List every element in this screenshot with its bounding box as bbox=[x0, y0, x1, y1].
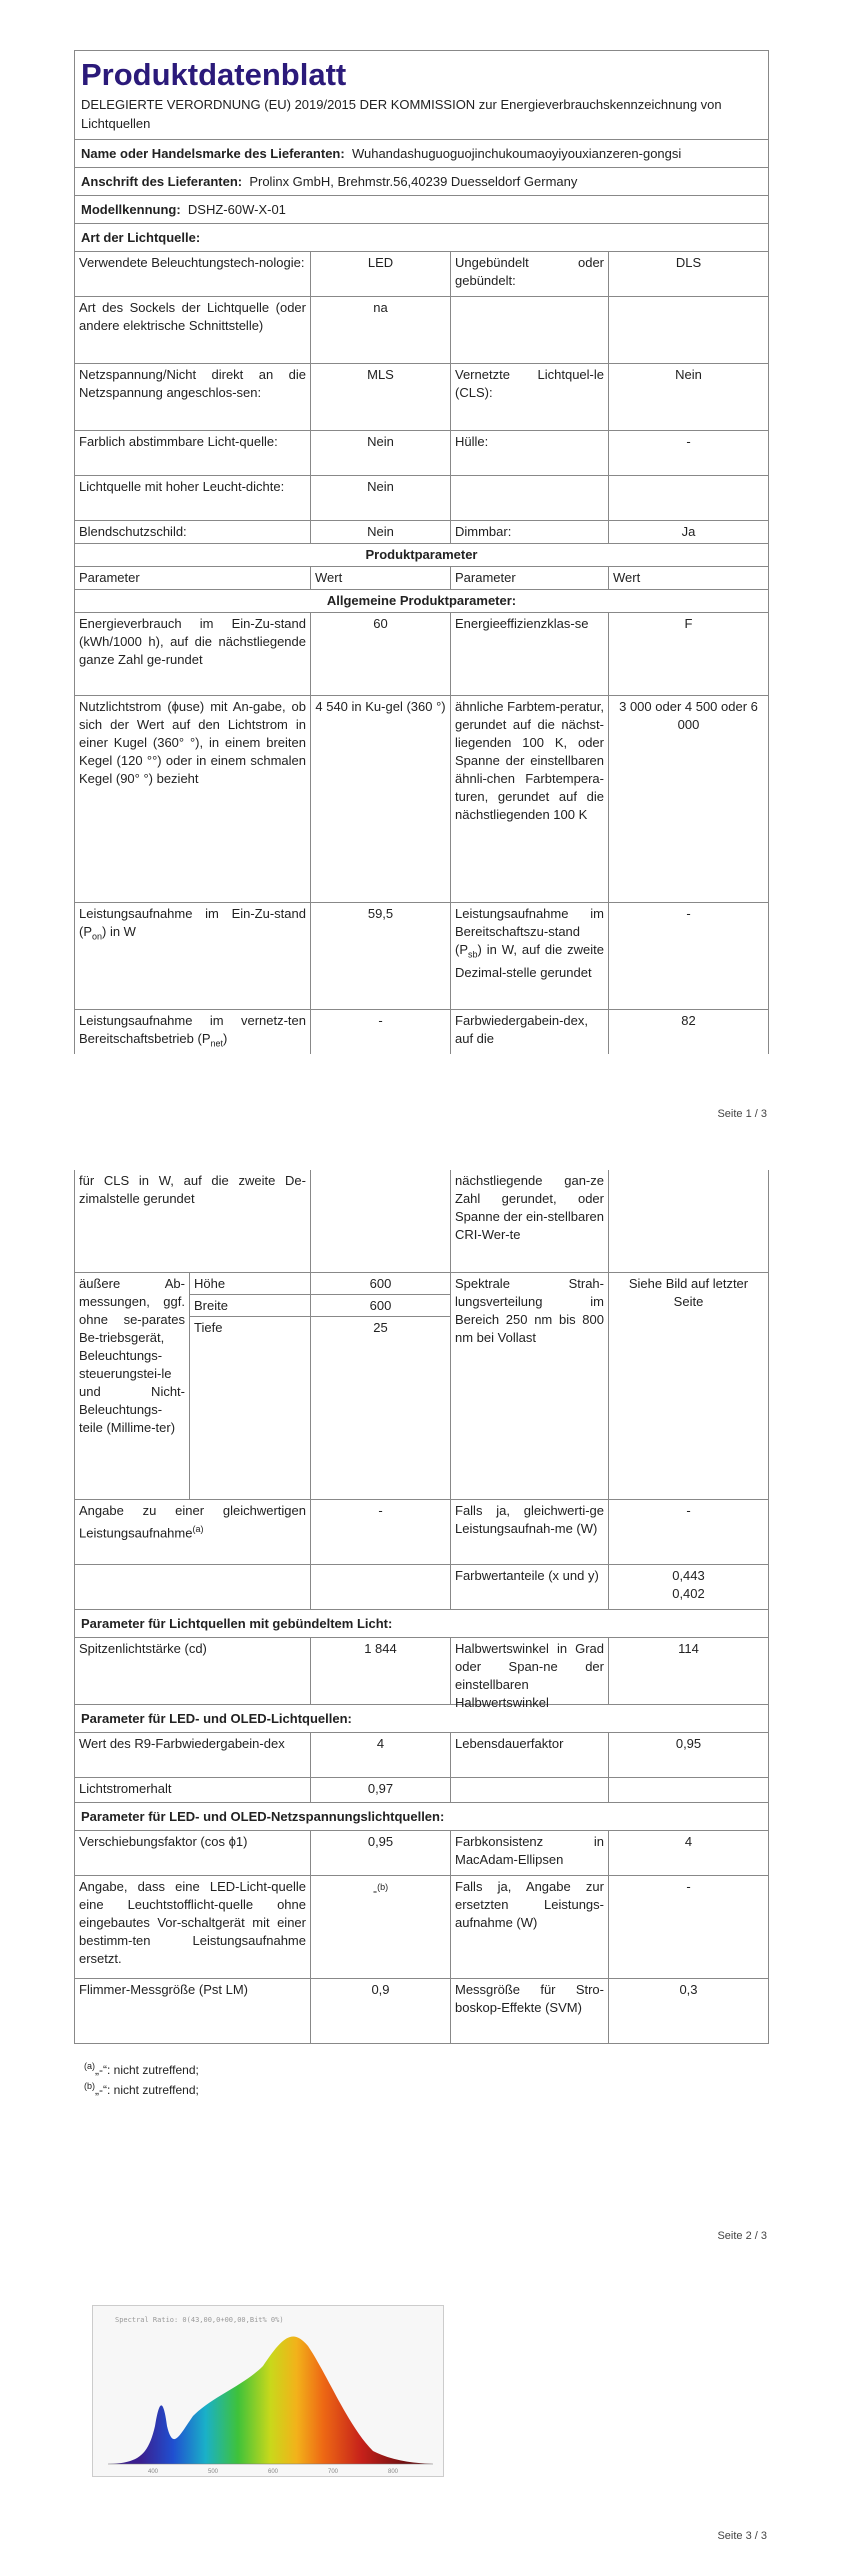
width-row bbox=[190, 1295, 310, 1317]
table-row bbox=[75, 252, 768, 297]
displacement-label: Verschiebungsfaktor (cos ϕ1) bbox=[75, 1831, 311, 1875]
height-value: 600 bbox=[311, 1273, 450, 1295]
dimensions-cell bbox=[75, 1273, 311, 1499]
model-row bbox=[75, 196, 768, 224]
dimensions-label: äußere Ab-messungen, ggf. ohne se-parates Be-triebsgerät, Beleuchtungs-steuerungstei-le und Nicht-Beleuchtungs-teile (Millime-ter) bbox=[75, 1273, 190, 1499]
row-value: DLS bbox=[675, 255, 702, 270]
row-value bbox=[609, 476, 768, 520]
row-value: Nein bbox=[311, 476, 451, 520]
page-2 bbox=[0, 1150, 841, 2260]
r9-value: 4 bbox=[311, 1733, 451, 1777]
spectral-distribution-image bbox=[92, 2305, 444, 2477]
pon-subscript: on bbox=[92, 931, 103, 942]
footnote-ref-a: (a) bbox=[192, 1524, 204, 1534]
light-type-heading: Art der Lichtquelle: bbox=[81, 230, 201, 245]
pnet-label-tail: ) bbox=[223, 1031, 228, 1046]
row-label: Art des Sockels der Lichtquelle (oder andere elektrische Schnittstelle) bbox=[75, 297, 311, 363]
general-params-heading: Allgemeine Produktparameter: bbox=[326, 593, 517, 608]
psb-label-text: Leistungsaufnahme im Bereitschaftszu-stand (P bbox=[455, 906, 604, 957]
empty-cell bbox=[609, 1170, 768, 1272]
page-1 bbox=[0, 0, 841, 1120]
row-label: Farblich abstimmbare Licht-quelle: bbox=[75, 431, 311, 475]
pon-label bbox=[75, 903, 311, 1009]
equiv-label bbox=[75, 1500, 311, 1564]
page-3 bbox=[0, 2280, 841, 2560]
x-tick-label: 700 bbox=[328, 2469, 339, 2475]
row-value bbox=[609, 297, 768, 363]
displacement-value: 0,95 bbox=[311, 1831, 451, 1875]
pnet-label bbox=[75, 1010, 311, 1054]
spectral-label: Spektrale Strah-lungsverteilung im Bereich 250 nm bis 800 nm bei Vollast bbox=[451, 1273, 609, 1499]
supplier-name-row bbox=[75, 140, 768, 168]
macadam-label: Farbkonsistenz in MacAdam-Ellipsen bbox=[451, 1831, 609, 1875]
pnet-subscript: net bbox=[210, 1038, 224, 1049]
survival-label: Lebensdauerfaktor bbox=[451, 1733, 609, 1777]
table-row bbox=[75, 476, 768, 521]
page-title: Produktdatenblatt bbox=[81, 57, 347, 92]
efficiency-label: Energieeffizienzklas-se bbox=[451, 613, 609, 695]
beam-angle-label: Halbwertswinkel in Grad oder Span-ne der einstellbaren Halbwertswinkel bbox=[451, 1638, 609, 1704]
pon-value: 59,5 bbox=[311, 903, 451, 1009]
width-label: Breite bbox=[194, 1298, 228, 1313]
row-label: Vernetzte Lichtquel-le (CLS): bbox=[451, 364, 609, 430]
datasheet-table-page-2 bbox=[74, 1170, 769, 2044]
empty-cell bbox=[311, 1170, 451, 1272]
general-params-heading-row bbox=[75, 590, 768, 613]
row-label bbox=[451, 476, 609, 520]
empty-cell bbox=[609, 1778, 768, 1802]
footnote-ref-b: (b) bbox=[377, 1882, 389, 1892]
model-value: DSHZ-60W-X-01 bbox=[187, 202, 286, 217]
page-number: Seite 2 / 3 bbox=[717, 2230, 767, 2242]
flicker-value: 0,9 bbox=[311, 1979, 451, 2043]
depth-value: 25 bbox=[373, 1320, 388, 1335]
pnet-value: - bbox=[311, 1010, 451, 1054]
table-row bbox=[75, 1831, 768, 1876]
supplier-address-value: Prolinx GmbH, Brehmstr.56,40239 Duesseldorf Germany bbox=[249, 174, 578, 189]
regulation-subtitle: DELEGIERTE VERORDNUNG (EU) 2019/2015 DER KOMMISSION zur Energieverbrauchskennzeichnung von Lichtquellen bbox=[81, 97, 722, 131]
psb-value: - bbox=[686, 906, 691, 921]
directional-heading-row bbox=[75, 1610, 768, 1638]
row-value: Nein bbox=[311, 431, 451, 475]
spectrum-caption: Spectral Ratio: 0(43,00,0+00,00,Bit% 0%) bbox=[115, 2316, 284, 2324]
r9-label: Wert des R9-Farbwiedergabein-dex bbox=[75, 1733, 311, 1777]
row-label bbox=[451, 297, 609, 363]
page-number: Seite 1 / 3 bbox=[717, 1108, 767, 1120]
spectral-value: Siehe Bild auf letzter Seite bbox=[628, 1276, 749, 1309]
psb-label-tail: ) in W, auf die zweite Dezimal-stelle gerundet bbox=[455, 942, 604, 980]
depth-label: Tiefe bbox=[194, 1320, 223, 1335]
claim-label: Angabe, dass eine LED-Licht-quelle eine Leuchtstofflicht-quelle ohne eingebautes Vor-schaltgerät mit einer bestimm-ten Leistungsaufnahme ersetzt. bbox=[75, 1876, 311, 1978]
row-value: Nein bbox=[675, 367, 702, 382]
page-number: Seite 3 / 3 bbox=[717, 2530, 767, 2542]
cct-label: ähnliche Farbtem-peratur, gerundet auf die nächst-liegenden 100 K, oder Spanne der einstellbaren ähnli-chen Farbtempera-turen, gerundet auf die nächstliegenden 100 K bbox=[451, 696, 609, 902]
cct-value: 3 000 oder 4 500 oder 6 000 bbox=[619, 699, 758, 732]
table-row bbox=[75, 696, 768, 903]
lumen-maintenance-label: Lichtstromerhalt bbox=[75, 1778, 311, 1802]
energy-value: 60 bbox=[311, 613, 451, 695]
table-row bbox=[75, 1979, 768, 2044]
row-label: Verwendete Beleuchtungstech-nologie: bbox=[75, 252, 311, 296]
macadam-value: 4 bbox=[684, 1834, 693, 1849]
peak-intensity-label: Spitzenlichtstärke (cd) bbox=[75, 1638, 311, 1704]
table-row bbox=[75, 364, 768, 431]
table-row bbox=[75, 431, 768, 476]
row-value: LED bbox=[311, 252, 451, 296]
table-row bbox=[75, 1638, 768, 1710]
chromaticity-y: 0,402 bbox=[672, 1586, 705, 1601]
flux-label: Nutzlichtstrom (ϕuse) mit An-gabe, ob sich der Wert auf den Lichtstrom in einer Kugel (360° °), in einem breiten Kegel (120 °°) oder in einem schmalen Kegel (90° °) bezieht bbox=[75, 696, 311, 902]
title-row bbox=[75, 51, 768, 140]
supplier-name-label: Name oder Handelsmarke des Lieferanten: bbox=[81, 146, 345, 161]
equiv-value: - bbox=[311, 1500, 451, 1564]
pon-label-tail: ) in W bbox=[102, 924, 136, 939]
survival-value: 0,95 bbox=[675, 1736, 702, 1751]
flicker-label: Flimmer-Messgröße (Pst LM) bbox=[75, 1979, 311, 2043]
peak-intensity-value: 1 844 bbox=[311, 1638, 451, 1704]
directional-heading: Parameter für Lichtquellen mit gebündeltem Licht: bbox=[81, 1616, 393, 1631]
width-value: 600 bbox=[311, 1295, 450, 1317]
light-type-heading-row bbox=[75, 224, 768, 252]
model-label: Modellkennung: bbox=[81, 202, 181, 217]
pnet-label-text: Leistungsaufnahme im vernetz-ten Bereitschaftsbetrieb (P bbox=[79, 1013, 306, 1046]
equiv-w-value: - bbox=[686, 1503, 691, 1518]
table-row bbox=[75, 1778, 768, 1803]
product-params-heading-row bbox=[75, 544, 768, 567]
x-tick-label: 500 bbox=[208, 2469, 219, 2475]
supplier-address-row bbox=[75, 168, 768, 196]
energy-label: Energieverbrauch im Ein-Zu-stand (kWh/1000 h), auf die nächstliegende ganze Zahl ge-rundet bbox=[75, 613, 311, 695]
chromaticity-label: Farbwertanteile (x und y) bbox=[451, 1565, 609, 1609]
mains-heading-row bbox=[75, 1803, 768, 1831]
table-row bbox=[75, 1500, 768, 1565]
depth-row bbox=[190, 1317, 310, 1338]
dimension-value-column bbox=[311, 1273, 451, 1499]
led-heading: Parameter für LED- und OLED-Lichtquellen: bbox=[81, 1711, 352, 1726]
column-header: Wert bbox=[311, 567, 451, 589]
column-header-row bbox=[75, 567, 768, 590]
footnote-b-text: „-“: nicht zutreffend; bbox=[95, 2083, 199, 2097]
row-value: na bbox=[311, 297, 451, 363]
datasheet-table-page-1 bbox=[74, 50, 769, 1054]
footnote-a-text: „-“: nicht zutreffend; bbox=[95, 2063, 199, 2077]
equiv-w-label: Falls ja, gleichwerti-ge Leistungsaufnah-me (W) bbox=[451, 1500, 609, 1564]
row-label: Netzspannung/Nicht direkt an die Netzspannung angeschlos-sen: bbox=[75, 364, 311, 430]
table-row bbox=[75, 521, 768, 544]
table-row bbox=[75, 1565, 768, 1610]
x-tick-label: 400 bbox=[148, 2469, 159, 2475]
supplier-address-label: Anschrift des Lieferanten: bbox=[81, 174, 243, 189]
column-header: Parameter bbox=[451, 567, 609, 589]
dimensions-values bbox=[190, 1273, 310, 1499]
chromaticity-x: 0,443 bbox=[672, 1568, 705, 1583]
height-row bbox=[190, 1273, 310, 1295]
table-row bbox=[75, 1876, 768, 1979]
flux-value: 4 540 in Ku-gel (360 °) bbox=[311, 696, 451, 902]
table-row bbox=[75, 1170, 768, 1273]
led-heading-row bbox=[75, 1705, 768, 1733]
table-row bbox=[75, 613, 768, 696]
dimensions-row bbox=[75, 1273, 768, 1500]
svm-label: Messgröße für Stro-boskop-Effekte (SVM) bbox=[451, 1979, 609, 2043]
svm-value: 0,3 bbox=[679, 1982, 698, 1997]
claim-w-label: Falls ja, Angabe zur ersetzten Leistungs-aufnahme (W) bbox=[451, 1876, 609, 1978]
table-row bbox=[75, 1733, 768, 1778]
pnet-label-continued: für CLS in W, auf die zweite De-zimalstelle gerundet bbox=[75, 1170, 311, 1272]
row-label: Dimmbar: bbox=[451, 521, 609, 543]
product-params-heading: Produktparameter bbox=[365, 547, 478, 562]
x-tick-label: 600 bbox=[268, 2469, 279, 2475]
claim-value-text: - bbox=[372, 1883, 378, 1899]
cri-value: 82 bbox=[681, 1013, 696, 1028]
row-value: MLS bbox=[311, 364, 451, 430]
empty-cell bbox=[311, 1565, 451, 1609]
empty-cell bbox=[451, 1778, 609, 1802]
efficiency-value: F bbox=[684, 616, 693, 631]
table-row bbox=[75, 1010, 768, 1054]
footnote-b-marker: (b) bbox=[84, 2081, 95, 2091]
equiv-label-text: Angabe zu einer gleichwertigen Leistungsaufnahme bbox=[79, 1503, 306, 1541]
row-value: Ja bbox=[681, 524, 696, 539]
row-label: Ungebündelt oder gebündelt: bbox=[451, 252, 609, 296]
row-label: Lichtquelle mit hoher Leucht-dichte: bbox=[75, 476, 311, 520]
footnote-a-marker: (a) bbox=[84, 2061, 95, 2071]
claim-value bbox=[311, 1876, 451, 1978]
supplier-name-value: Wuhandashuguoguojinchukoumaoyiyouxianzeren-gongsi bbox=[351, 146, 682, 161]
height-label: Höhe bbox=[194, 1276, 226, 1291]
lumen-maintenance-value: 0,97 bbox=[311, 1778, 451, 1802]
psb-label bbox=[451, 903, 609, 1009]
footnote-a bbox=[84, 2058, 199, 2078]
column-header: Wert bbox=[613, 570, 641, 585]
table-row bbox=[75, 297, 768, 364]
column-header: Parameter bbox=[75, 567, 311, 589]
empty-cell bbox=[75, 1565, 311, 1609]
row-value: Nein bbox=[311, 521, 451, 543]
x-tick-label: 800 bbox=[388, 2469, 399, 2475]
beam-angle-value: 114 bbox=[678, 1641, 699, 1656]
cri-label-continued: nächstliegende gan-ze Zahl gerundet, oder Spanne der ein-stellbaren CRI-Wer-te bbox=[451, 1170, 609, 1272]
row-label: Blendschutzschild: bbox=[75, 521, 311, 543]
claim-w-value: - bbox=[686, 1879, 691, 1894]
mains-heading: Parameter für LED- und OLED-Netzspannungslichtquellen: bbox=[81, 1809, 445, 1824]
table-row bbox=[75, 903, 768, 1010]
cri-label: Farbwiedergabein-dex, auf die bbox=[451, 1010, 609, 1054]
row-label: Hülle: bbox=[451, 431, 609, 475]
chromaticity-value bbox=[609, 1565, 768, 1609]
row-value: - bbox=[686, 434, 691, 449]
psb-subscript: sb bbox=[468, 949, 478, 960]
pon-label-text: Leistungsaufnahme im Ein-Zu-stand (P bbox=[79, 906, 306, 939]
footnote-b bbox=[84, 2078, 199, 2098]
